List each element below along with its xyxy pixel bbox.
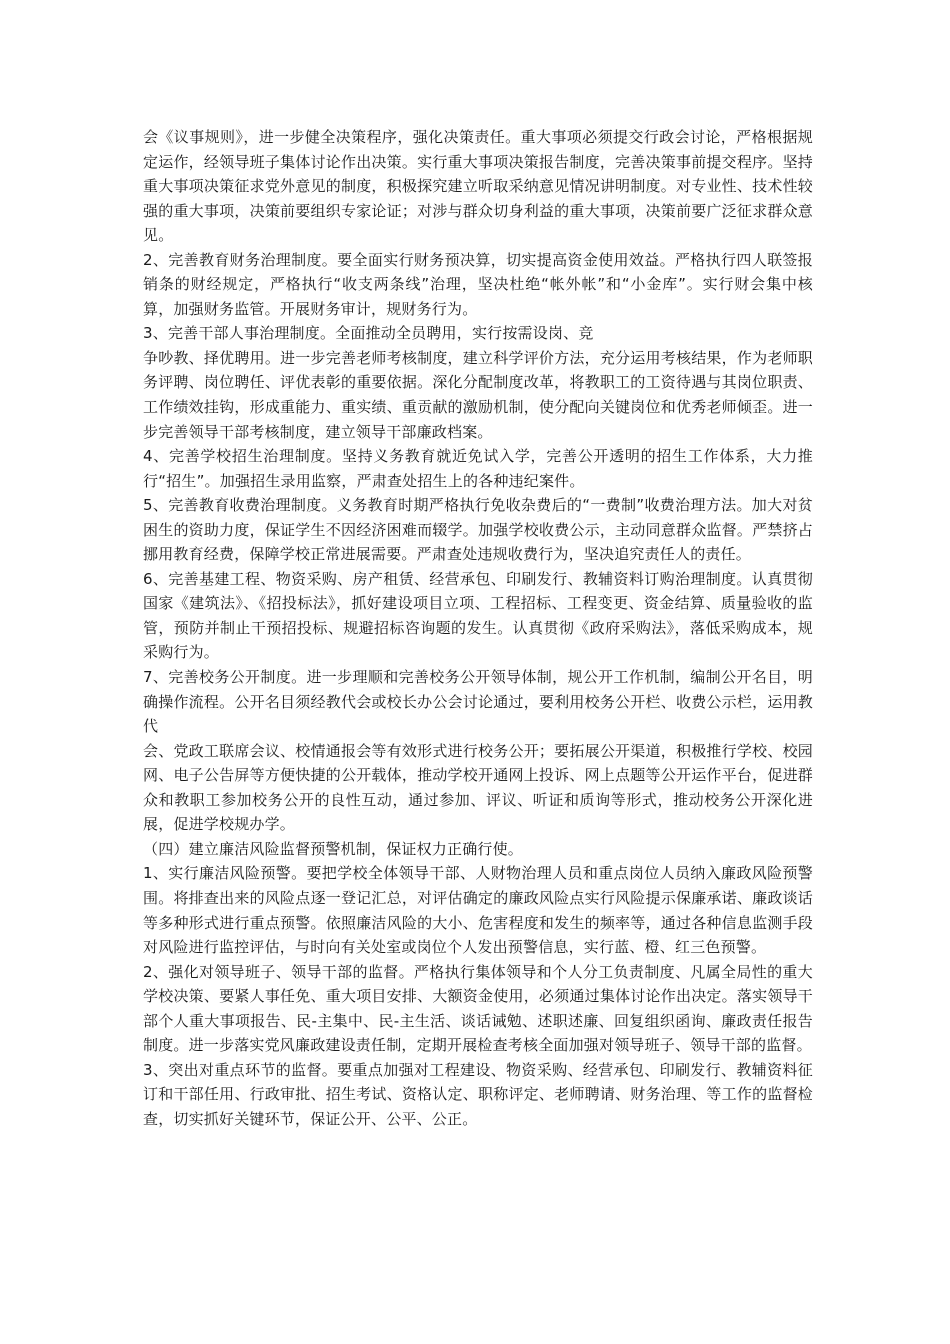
- paragraph-personnel-continued: 争吵教、择优聘用。进一步完善老师考核制度，建立科学评价方法，充分运用考核结果，作为老师职务评聘、岗位聘任、评优表彰的重要依据。深化分配制度改革，将教职工的工资待遇与其岗位职责、工作绩效挂钩，形成重能力、重实绩、重贡献的激励机制，使分配向关键岗位和优秀老师倾歪。进一步完善领导干部考核制度，建立领导干部廉政档案。: [143, 348, 813, 441]
- paragraph-rules-decision: 会《议事规则》，进一步健全决策程序，强化决策责任。重大事项必须提交行政会讨论，严格根据规定运作，经领导班子集体讨论作出决策。实行重大事项决策报告制度，完善决策事前提交程序。坚持重大事项决策征求党外意见的制度，积极探究建立听取采纳意见情况讲明制度。对专业性、技术性较强的重大事项，决策前要组织专家论证；对涉与群众切身利益的重大事项，决策前要广泛征求群众意见。: [143, 128, 813, 245]
- paragraph-finance-management: 2、完善教育财务治理制度。要全面实行财务预决算，切实提高资金使用效益。严格执行四人联签报销条的财经规定，严格执行“收支两条线”治理，坚决杜绝“帐外帐”和“小金库”。实行财会集中核算，加强财务监管。开展财务审计，规财务行为。: [143, 250, 813, 318]
- document-body: [143, 125, 813, 1131]
- paragraph-personnel-management: 3、完善干部人事治理制度。全面推动全员聘用，实行按需设岗、竞: [143, 324, 594, 343]
- section-heading-risk-warning: （四）建立廉洁风险监督预警机制，保证权力正确行使。: [143, 839, 524, 858]
- paragraph-enrollment-management: 4、完善学校招生治理制度。坚持义务教育就近免试入学，完善公开透明的招生工作体系，大力推行“招生”。加强招生录用监察，严肃查处招生上的各种违纪案件。: [143, 447, 813, 490]
- paragraph-integrity-risk-warning: 1、实行廉洁风险预警。要把学校全体领导干部、人财物治理人员和重点岗位人员纳入廉政风险预警围。将排查出来的风险点逐一登记汇总，对评估确定的廉政风险点实行风险提示保廉承诺、廉政谈话等多种形式进行重点预警。依照廉洁风险的大小、危害程度和发生的频率等，通过各种信息监测手段对风险进行监控评估，与时向有关处室或岗位个人发出预警信息，实行蓝、橙、红三色预警。: [143, 864, 813, 957]
- paragraph-construction-procurement: 6、完善基建工程、物资采购、房产租赁、经营承包、印刷发行、教辅资料订购治理制度。认真贯彻国家《建筑法》、《招投标法》，抓好建设项目立项、工程招标、工程变更、资金结算、质量验收的监管，预防并制止干预招投标、规避招标咨询题的发生。认真贯彻《政府采购法》，落低采购成本，规采购行为。: [143, 569, 813, 662]
- paragraph-key-links-supervision: 3、突出对重点环节的监督。要重点加强对工程建设、物资采购、经营承包、印刷发行、教辅资料征订和干部任用、行政审批、招生考试、资格认定、职称评定、老师聘请、财务治理、等工作的监督检查，切实抓好关键环节，保证公开、公平、公正。: [143, 1060, 813, 1128]
- paragraph-disclosure-continued: 会、党政工联席会议、校情通报会等有效形式进行校务公开；要拓展公开渠道，积极推行学校、校园网、电子公告屏等方便快捷的公开载体，推动学校开通网上投诉、网上点题等公开运作平台，促进群众和教职工参加校务公开的良性互动，通过参加、评议、听证和质询等形式，推动校务公开深化进展，促进学校规办学。: [143, 741, 813, 834]
- paragraph-fee-management: 5、完善教育收费治理制度。义务教育时期严格执行免收杂费后的“一费制”收费治理方法。加大对贫困生的资助力度，保证学生不因经济困难而辍学。加强学校收费公示，主动同意群众监督。严禁挤占挪用教育经费，保障学校正常进展需要。严肃查处违规收费行为，坚决追究责任人的责任。: [143, 496, 813, 564]
- paragraph-leadership-supervision: 2、强化对领导班子、领导干部的监督。严格执行集体领导和个人分工负责制度、凡属全局性的重大学校决策、要紧人事任免、重大项目安排、大额资金使用，必须通过集体讨论作出决定。落实领导干部个人重大事项报告、民-主集中、民-主生活、谈话诫勉、述职述廉、回复组织函询、廉政责任报告制度。进一步落实党风廉政建设责任制，定期开展检查考核全面加强对领导班子、领导干部的监督。: [143, 962, 813, 1055]
- paragraph-school-affairs-disclosure: 7、完善校务公开制度。进一步理顺和完善校务公开领导体制，规公开工作机制，编制公开名目，明确操作流程。公开名目须经教代会或校长办公会讨论通过，要利用校务公开栏、收费公示栏，运用教代: [143, 668, 813, 736]
